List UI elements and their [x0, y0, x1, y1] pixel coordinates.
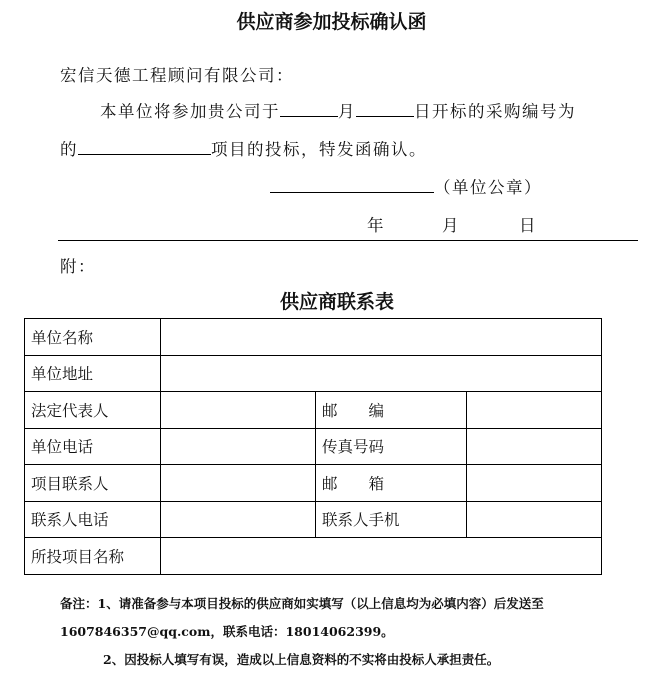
contact-phone-field[interactable] — [161, 501, 316, 538]
unit-phone-field[interactable] — [161, 428, 316, 465]
unit-phone-label: 单位电话 — [25, 428, 161, 465]
note-line-1: 备注：1、请准备参与本项目投标的供应商如实填写（以上信息均为必填内容）后发送至 — [60, 596, 544, 611]
line1-month: 月 — [338, 102, 356, 121]
legal-rep-label: 法定代表人 — [25, 392, 161, 429]
note-line-3: 2、因投标人填写有误，造成以上信息资料的不实将由投标人承担责任。 — [103, 652, 500, 667]
line1-suffix: 日开标的采购编号为 — [414, 102, 576, 121]
table-row — [25, 428, 602, 465]
table-row — [25, 392, 602, 429]
postcode-field[interactable] — [467, 392, 602, 429]
postcode-label: 邮 编 — [316, 392, 467, 429]
date-day: 日 — [519, 216, 537, 235]
project-contact-label: 项目联系人 — [25, 465, 161, 502]
attachment-label: 附： — [60, 257, 96, 276]
unit-address-field[interactable] — [161, 355, 602, 392]
contact-mobile-label: 联系人手机 — [316, 501, 467, 538]
contact-mobile-field[interactable] — [467, 501, 602, 538]
day-blank[interactable] — [356, 100, 414, 117]
fax-field[interactable] — [467, 428, 602, 465]
unit-name-label: 单位名称 — [25, 319, 161, 356]
table-row — [25, 465, 602, 502]
note-line-2: 1607846357@qq.com，联系电话：18014062399。 — [60, 624, 394, 639]
contact-table — [24, 318, 602, 575]
project-contact-field[interactable] — [161, 465, 316, 502]
line1-prefix: 本单位将参加贵公司于 — [100, 102, 280, 121]
contact-table-title: 供应商联系表 — [280, 291, 395, 313]
unit-name-field[interactable] — [161, 319, 602, 356]
seal-line — [270, 174, 542, 198]
divider — [58, 240, 638, 241]
letter-line-1 — [100, 98, 576, 122]
legal-rep-field[interactable] — [161, 392, 316, 429]
letter-line-2 — [60, 136, 427, 160]
month-blank[interactable] — [280, 100, 338, 117]
recipient: 宏信天德工程顾问有限公司： — [60, 66, 294, 85]
table-row — [25, 501, 602, 538]
table-row — [25, 319, 602, 356]
page-title: 供应商参加投标确认函 — [236, 11, 427, 33]
email-label: 邮 箱 — [316, 465, 467, 502]
line2-prefix: 的 — [60, 140, 78, 159]
unit-address-label: 单位地址 — [25, 355, 161, 392]
fax-label: 传真号码 — [316, 428, 467, 465]
contact-phone-label: 联系人电话 — [25, 501, 161, 538]
date-month: 月 — [442, 216, 460, 235]
table-row — [25, 538, 602, 575]
email-field[interactable] — [467, 465, 602, 502]
bid-project-name-field[interactable] — [161, 538, 602, 575]
date-year: 年 — [367, 216, 385, 235]
line2-suffix: 项目的投标，特发函确认。 — [211, 140, 427, 159]
seal-label: （单位公章） — [434, 178, 542, 197]
bid-project-name-label: 所投项目名称 — [25, 538, 161, 575]
project-number-blank[interactable] — [78, 138, 211, 155]
seal-blank[interactable] — [270, 176, 434, 193]
table-row — [25, 355, 602, 392]
